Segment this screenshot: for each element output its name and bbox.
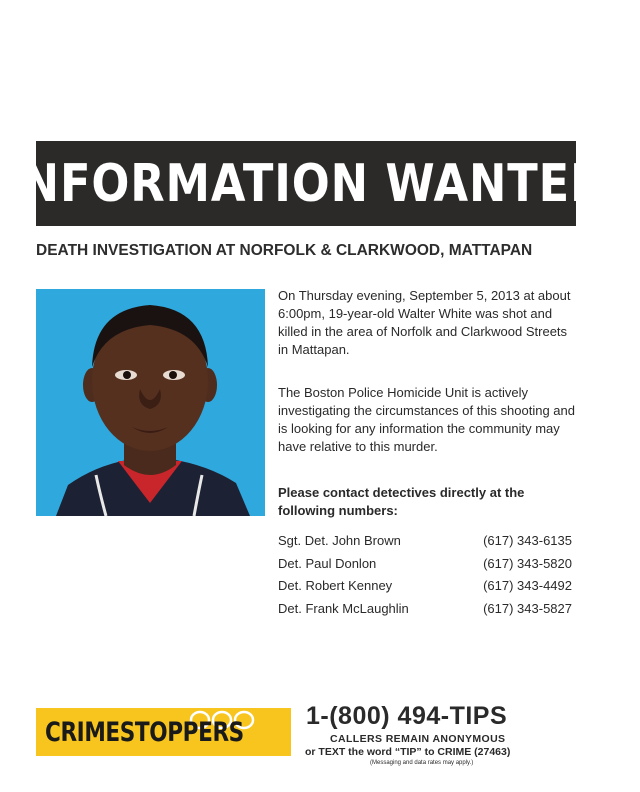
detective-phone: (617) 343-4492 bbox=[483, 578, 572, 593]
contact-heading: Please contact detectives directly at the following numbers: bbox=[278, 485, 525, 518]
victim-photo bbox=[36, 289, 265, 516]
investigation-description: The Boston Police Homicide Unit is actively investigating the circumstances of this shooting and is looking for any information the community may have relative to this murder. bbox=[278, 385, 576, 454]
contact-row bbox=[278, 532, 572, 555]
detective-name: Sgt. Det. John Brown bbox=[278, 533, 401, 548]
anonymous-notice: CALLERS REMAIN ANONYMOUS bbox=[330, 733, 506, 745]
text-tip-instruction: or TEXT the word “TIP” to CRIME (27463) bbox=[305, 746, 511, 758]
tip-line-phone: 1-(800) 494-TIPS bbox=[306, 702, 508, 730]
detective-contact-list bbox=[278, 532, 572, 622]
contact-row bbox=[278, 555, 572, 578]
contact-row bbox=[278, 577, 572, 600]
detective-name: Det. Paul Donlon bbox=[278, 555, 377, 571]
contact-row bbox=[278, 600, 572, 623]
crimestoppers-logo bbox=[36, 708, 291, 756]
detective-name: Det. Robert Kenney bbox=[278, 578, 393, 593]
detective-name: Det. Frank McLaughlin bbox=[278, 600, 409, 616]
investigation-subtitle: DEATH INVESTIGATION AT NORFOLK & CLARKWOOD, MATTAPAN bbox=[36, 242, 533, 259]
logo-text: CRIMESTOPPERS bbox=[45, 716, 244, 748]
rates-disclaimer: (Messaging and data rates may apply.) bbox=[370, 760, 474, 766]
incident-description: On Thursday evening, September 5, 2013 at about 6:00pm, 19-year-old Walter White was shot and killed in the area of Norfolk and Clarkwood Streets in Mattapan. bbox=[278, 288, 571, 357]
detective-phone: (617) 343-5820 bbox=[483, 555, 572, 571]
page-title: INFORMATION WANTED bbox=[4, 153, 608, 214]
detective-phone: (617) 343-5827 bbox=[483, 600, 572, 616]
detective-phone: (617) 343-6135 bbox=[483, 533, 572, 548]
title-banner bbox=[4, 141, 608, 226]
